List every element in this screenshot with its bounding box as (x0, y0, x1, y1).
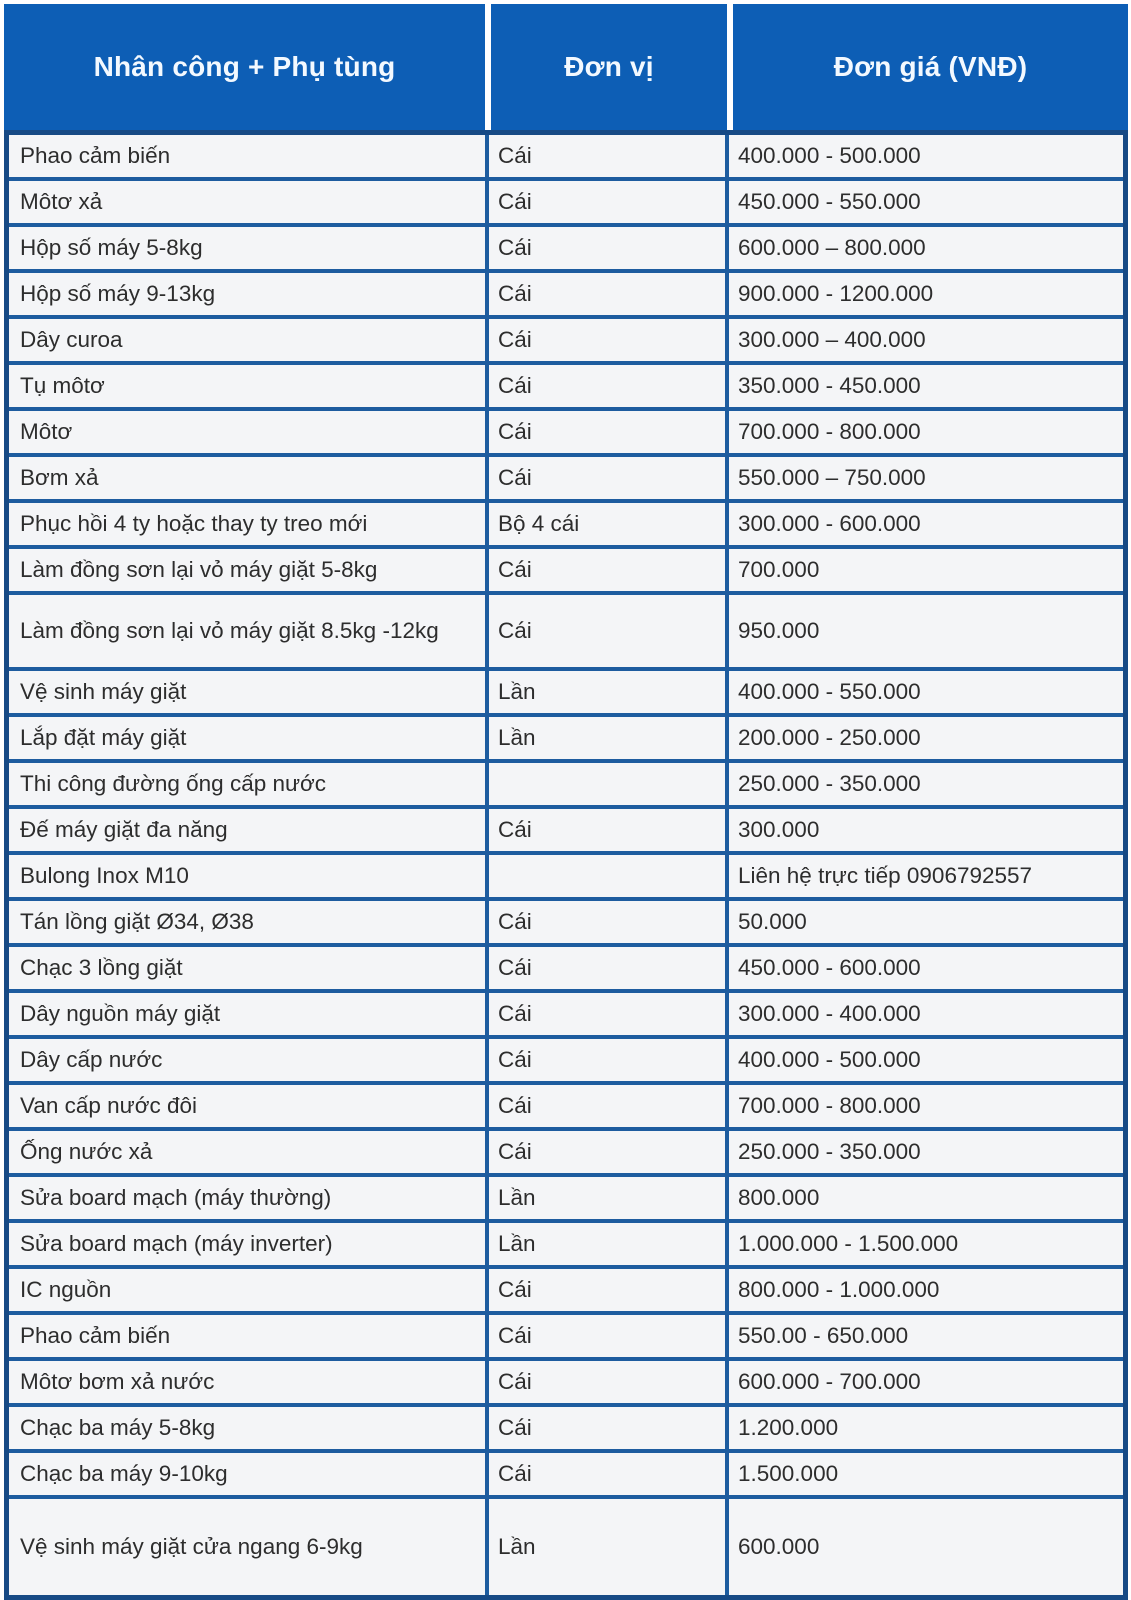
table-row (9, 1453, 1123, 1495)
item-cell: Tán lồng giặt Ø34, Ø38 (9, 901, 485, 943)
unit-cell: Cái (489, 993, 725, 1035)
price-cell: 600.000 (729, 1499, 1123, 1595)
unit-cell: Cái (489, 181, 725, 223)
table-row (9, 1499, 1123, 1595)
unit-cell: Cái (489, 1407, 725, 1449)
price-cell: 800.000 - 1.000.000 (729, 1269, 1123, 1311)
unit-cell: Bộ 4 cái (489, 503, 725, 545)
unit-cell: Cái (489, 595, 725, 667)
item-cell: Môtơ xả (9, 181, 485, 223)
unit-cell: Lần (489, 671, 725, 713)
item-cell: Tụ môtơ (9, 365, 485, 407)
table-row (9, 1085, 1123, 1127)
item-cell: Van cấp nước đôi (9, 1085, 485, 1127)
table-row (9, 809, 1123, 851)
table-row (9, 717, 1123, 759)
table-row (9, 947, 1123, 989)
unit-cell: Cái (489, 319, 725, 361)
price-cell: 700.000 - 800.000 (729, 1085, 1123, 1127)
item-cell: Làm đồng sơn lại vỏ máy giặt 8.5kg -12kg (9, 595, 485, 667)
item-cell: Dây nguồn máy giặt (9, 993, 485, 1035)
column-header-unit: Đơn vị (491, 4, 727, 130)
unit-cell: Cái (489, 1039, 725, 1081)
price-cell: 1.200.000 (729, 1407, 1123, 1449)
price-cell: 300.000 – 400.000 (729, 319, 1123, 361)
item-cell: Vệ sinh máy giặt cửa ngang 6-9kg (9, 1499, 485, 1595)
table-header-row (4, 4, 1128, 130)
item-cell: Ống nước xả (9, 1131, 485, 1173)
table-body (4, 130, 1128, 1600)
item-cell: Làm đồng sơn lại vỏ máy giặt 5-8kg (9, 549, 485, 591)
unit-cell: Lần (489, 1177, 725, 1219)
unit-cell: Cái (489, 227, 725, 269)
table-row (9, 549, 1123, 591)
item-cell: Phao cảm biến (9, 135, 485, 177)
item-cell: Lắp đặt máy giặt (9, 717, 485, 759)
column-header-item: Nhân công + Phụ tùng (4, 4, 485, 130)
table-row (9, 273, 1123, 315)
price-cell: 250.000 - 350.000 (729, 763, 1123, 805)
table-row (9, 181, 1123, 223)
price-cell: 200.000 - 250.000 (729, 717, 1123, 759)
unit-cell: Cái (489, 1269, 725, 1311)
unit-cell: Cái (489, 457, 725, 499)
table-row (9, 227, 1123, 269)
price-cell: 800.000 (729, 1177, 1123, 1219)
item-cell: Hộp số máy 5-8kg (9, 227, 485, 269)
table-row (9, 365, 1123, 407)
item-cell: Chạc ba máy 9-10kg (9, 1453, 485, 1495)
item-cell: Bulong Inox M10 (9, 855, 485, 897)
price-cell: 50.000 (729, 901, 1123, 943)
item-cell: IC nguồn (9, 1269, 485, 1311)
item-cell: Đế máy giặt đa năng (9, 809, 485, 851)
unit-cell (489, 763, 725, 805)
table-row (9, 457, 1123, 499)
table-row (9, 1407, 1123, 1449)
price-cell: 900.000 - 1200.000 (729, 273, 1123, 315)
unit-cell: Cái (489, 273, 725, 315)
unit-cell: Cái (489, 901, 725, 943)
item-cell: Phao cảm biến (9, 1315, 485, 1357)
unit-cell: Lần (489, 1499, 725, 1595)
unit-cell: Cái (489, 411, 725, 453)
price-cell: 600.000 – 800.000 (729, 227, 1123, 269)
price-cell: 400.000 - 550.000 (729, 671, 1123, 713)
table-row (9, 319, 1123, 361)
price-cell: 300.000 - 400.000 (729, 993, 1123, 1035)
table-row (9, 901, 1123, 943)
item-cell: Môtơ bơm xả nước (9, 1361, 485, 1403)
item-cell: Chạc ba máy 5-8kg (9, 1407, 485, 1449)
unit-cell: Cái (489, 947, 725, 989)
unit-cell: Cái (489, 809, 725, 851)
price-cell: 1.500.000 (729, 1453, 1123, 1495)
table-row (9, 763, 1123, 805)
table-row (9, 993, 1123, 1035)
unit-cell: Cái (489, 1453, 725, 1495)
table-row (9, 411, 1123, 453)
item-cell: Môtơ (9, 411, 485, 453)
unit-cell: Cái (489, 365, 725, 407)
unit-cell (489, 855, 725, 897)
unit-cell: Cái (489, 1361, 725, 1403)
table-row (9, 1269, 1123, 1311)
table-row (9, 1315, 1123, 1357)
item-cell: Vệ sinh máy giặt (9, 671, 485, 713)
table-row (9, 855, 1123, 897)
price-cell: 400.000 - 500.000 (729, 135, 1123, 177)
item-cell: Chạc 3 lồng giặt (9, 947, 485, 989)
item-cell: Bơm xả (9, 457, 485, 499)
unit-cell: Cái (489, 1315, 725, 1357)
price-cell: 550.00 - 650.000 (729, 1315, 1123, 1357)
item-cell: Sửa board mạch (máy inverter) (9, 1223, 485, 1265)
item-cell: Hộp số máy 9-13kg (9, 273, 485, 315)
price-cell: Liên hệ trực tiếp 0906792557 (729, 855, 1123, 897)
table-row (9, 503, 1123, 545)
table-row (9, 1223, 1123, 1265)
price-cell: 250.000 - 350.000 (729, 1131, 1123, 1173)
item-cell: Dây curoa (9, 319, 485, 361)
price-cell: 700.000 (729, 549, 1123, 591)
table-row (9, 595, 1123, 667)
unit-cell: Cái (489, 1131, 725, 1173)
table-row (9, 1131, 1123, 1173)
unit-cell: Lần (489, 1223, 725, 1265)
price-cell: 300.000 (729, 809, 1123, 851)
table-row (9, 135, 1123, 177)
price-cell: 950.000 (729, 595, 1123, 667)
item-cell: Sửa board mạch (máy thường) (9, 1177, 485, 1219)
table-row (9, 1039, 1123, 1081)
price-cell: 600.000 - 700.000 (729, 1361, 1123, 1403)
table-row (9, 671, 1123, 713)
table-row (9, 1177, 1123, 1219)
item-cell: Dây cấp nước (9, 1039, 485, 1081)
price-cell: 1.000.000 - 1.500.000 (729, 1223, 1123, 1265)
item-cell: Thi công đường ống cấp nước (9, 763, 485, 805)
unit-cell: Cái (489, 1085, 725, 1127)
price-cell: 400.000 - 500.000 (729, 1039, 1123, 1081)
price-cell: 450.000 - 600.000 (729, 947, 1123, 989)
item-cell: Phục hồi 4 ty hoặc thay ty treo mới (9, 503, 485, 545)
price-cell: 350.000 - 450.000 (729, 365, 1123, 407)
price-cell: 300.000 - 600.000 (729, 503, 1123, 545)
price-cell: 450.000 - 550.000 (729, 181, 1123, 223)
table-row (9, 1361, 1123, 1403)
unit-cell: Cái (489, 549, 725, 591)
unit-cell: Lần (489, 717, 725, 759)
price-cell: 700.000 - 800.000 (729, 411, 1123, 453)
column-header-price: Đơn giá (VNĐ) (733, 4, 1128, 130)
price-cell: 550.000 – 750.000 (729, 457, 1123, 499)
unit-cell: Cái (489, 135, 725, 177)
